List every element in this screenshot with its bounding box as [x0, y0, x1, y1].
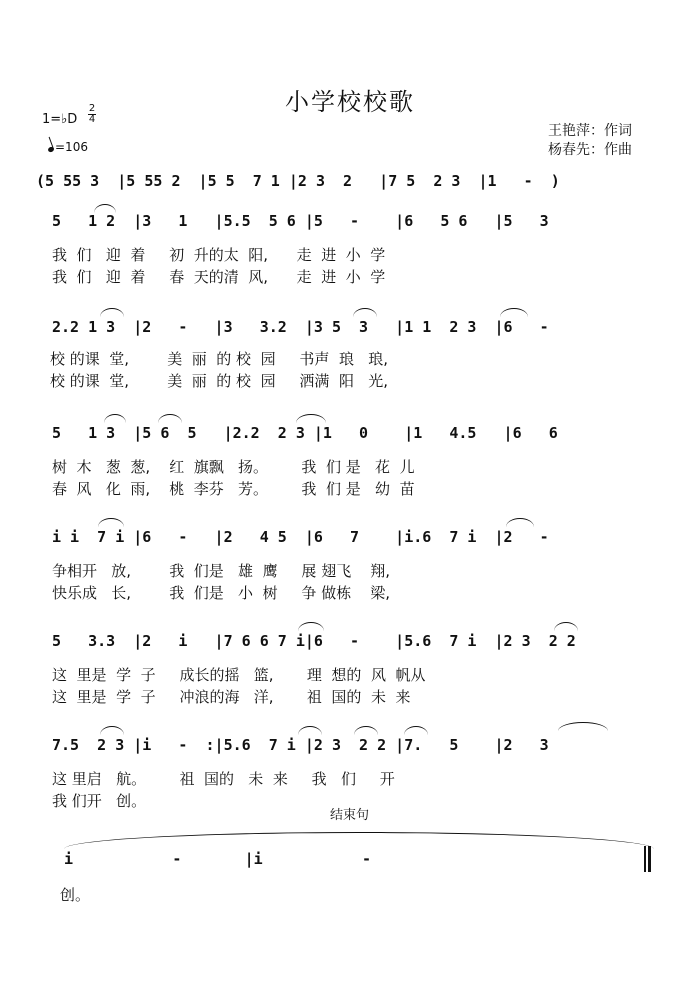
final-barline-thin [644, 846, 646, 872]
slur-mark [404, 726, 428, 735]
notation-line: (5 55 3 |5 55 2 |5 5 7 1 |2 3 2 |7 5 2 3 |1 - ) [36, 172, 560, 190]
ending-slur [64, 832, 654, 849]
slur-mark [298, 622, 324, 631]
quarter-note-icon [47, 146, 54, 153]
slur-mark [100, 308, 124, 317]
lyrics-verse-2: 我 们 迎 着 春 天的清 风, 走 进 小 学 [52, 268, 386, 286]
lyrics-verse-2: 春 风 化 雨, 桃 李芬 芳。 我 们 是 幼 苗 [52, 480, 415, 498]
slur-mark [558, 722, 608, 731]
notation-line: 7.5 2 3 |i - :|5.6 7 i |2 3 2 2 |7. 5 |2 3 [52, 736, 549, 754]
slur-mark [100, 726, 124, 735]
notation-line: 5 3.3 |2 i |7 6 6 7 i|6 - |5.6 7 i |2 3 2 2 [52, 632, 576, 650]
lyrics-verse-2: 我 们开 创。 [52, 792, 147, 810]
lyricist-credit: 王艳萍：作词 [548, 123, 632, 139]
slur-mark [104, 414, 126, 423]
score-system-ending [0, 850, 700, 876]
tempo-marking [48, 140, 88, 154]
score-system-5 [0, 528, 700, 554]
lyrics-verse-1: 校 的课 堂, 美 丽 的 校 园 书声 琅 琅, [50, 350, 389, 368]
slur-mark [353, 308, 377, 317]
composer-credit: 杨春先：作曲 [548, 142, 632, 158]
slur-mark [94, 204, 116, 213]
tempo-value: =106 [55, 140, 88, 154]
score-system-7 [0, 736, 700, 762]
lyrics-verse-1: 争相开 放, 我 们是 雄 鹰 展 翅飞 翔, [52, 562, 391, 580]
notation-line: i - |i - [64, 850, 372, 868]
notation-line: 2.2 1 3 |2 - |3 3.2 |3 5 3 |1 1 2 3 |6 - [52, 318, 549, 336]
time-signature-top: 2 [88, 103, 96, 114]
slur-mark [500, 308, 528, 317]
key-signature: 1=♭D [42, 112, 78, 127]
time-signature-bottom: 4 [88, 114, 96, 125]
slur-mark [158, 414, 182, 423]
score-system-1 [0, 170, 700, 196]
lyrics-verse-2: 这 里是 学 子 冲浪的海 洋, 祖 国的 未 来 [52, 688, 411, 706]
score-system-3 [0, 318, 700, 344]
slur-mark [296, 414, 326, 423]
score-system-4 [0, 424, 700, 450]
slur-mark [554, 622, 578, 631]
slur-mark [506, 518, 534, 527]
lyrics-verse-1: 这 里启 航。 祖 国的 未 来 我 们 开 [52, 770, 395, 788]
final-barline [648, 846, 651, 872]
ending-label: 结束句 [330, 808, 370, 823]
score-system-6 [0, 632, 700, 658]
slur-mark [98, 518, 124, 527]
lyrics-verse-1: 我 们 迎 着 初 升的太 阳, 走 进 小 学 [52, 246, 386, 264]
slur-mark [298, 726, 322, 735]
score-system-2 [0, 212, 700, 238]
ending-lyric: 创。 [60, 886, 91, 904]
notation-line: i i 7 i |6 - |2 4 5 |6 7 |i.6 7 i |2 - [52, 528, 549, 546]
lyrics-verse-1: 树 木 葱 葱, 红 旗飘 扬。 我 们 是 花 儿 [52, 458, 415, 476]
song-title: 小学校校歌 [285, 88, 415, 116]
time-signature [88, 104, 96, 125]
lyrics-verse-1: 这 里是 学 子 成长的摇 篮, 理 想的 风 帆从 [52, 666, 426, 684]
lyrics-verse-2: 校 的课 堂, 美 丽 的 校 园 洒满 阳 光, [50, 372, 389, 390]
slur-mark [354, 726, 378, 735]
notation-line: 5 1 2 |3 1 |5.5 5 6 |5 - |6 5 6 |5 3 [52, 212, 549, 230]
lyrics-verse-2: 快乐成 长, 我 们是 小 树 争 做栋 梁, [52, 584, 391, 602]
notation-line: 5 1 3 |5 6 5 |2.2 2 3 |1 0 |1 4.5 |6 6 [52, 424, 558, 442]
